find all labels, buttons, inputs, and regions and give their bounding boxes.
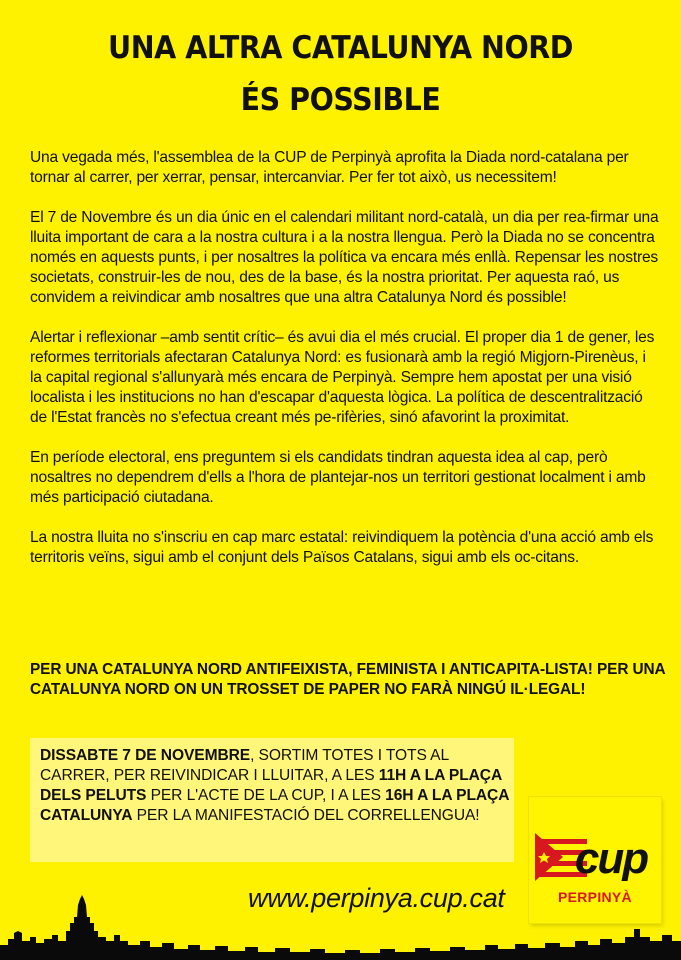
page-title	[27, 22, 654, 126]
event-time-1: 11H A LA PLAÇA DELS PELUTS	[40, 767, 502, 804]
logo-place-name: PERPINYÀ	[558, 889, 632, 905]
event-text-part: PER LA MANIFESTACIÓ DEL CORRELLENGUA!	[132, 807, 480, 824]
event-text	[40, 746, 510, 826]
cup-wordmark: cup	[574, 834, 648, 881]
title-line-2: ÉS POSSIBLE	[240, 82, 441, 118]
paragraph: En període electoral, ens preguntem si els candidats tindran aquesta idea al cap, però nosaltres no dependrem d'ells a l'hora de plantejar-nos un territori gestionat localment i amb més participació ciutadana.	[30, 449, 646, 506]
event-text-part: , SORTIM TOTES I TOTS AL CARRER, PER REIVINDICAR I LLUITAR, A LES	[40, 747, 449, 784]
paragraph: La nostra lluita no s'inscriu en cap marc estatal: reivindiquem la potència d'una acció amb els territoris veïns, sigui amb el conjunt dels Països Catalans, sigui amb els oc-citans.	[30, 529, 654, 566]
paragraph: Alertar i reflexionar –amb sentit crític– és avui dia el més crucial. El proper dia 1 de gener, les reformes territorials afectaran Catalunya Nord: es fusionarà amb la regió Migjorn-Pirenèus, i la capital regional s'allunyarà més encara de Perpinyà. Sempre hem apostat per una visió localista i les institucions no han d'escapar d'aquesta lògica. La política de descentralització de l'Estat francès no s'efectua creant més pe-rifèries, sinó afavorint la proximitat.	[30, 329, 655, 426]
paragraph: El 7 de Novembre és un dia únic en el calendari militant nord-català, un dia per rea-firmar una lluita important de cara a la nostra cultura i a la nostra llengua. Però la Diada no se concentra només en aquests punts, i per nosaltres la política va encara més enllà. Repensar les nostres societats, construir-les de nou, des de la base, és la nostra prioritat. Per aquesta raó, us convidem a reivindicar amb nosaltres que una altra Catalunya Nord és possible!	[30, 209, 659, 306]
paragraph: Una vegada més, l'assemblea de la CUP de Perpinyà aprofita la Diada nord-catalana per tornar al carrer, per xerrar, pensar, intercanviar. Per fer tot això, us necessitem!	[30, 149, 629, 186]
cup-logo	[529, 797, 661, 923]
event-date: DISSABTE 7 DE NOVEMBRE	[40, 747, 251, 764]
website-url: www.perpinya.cup.cat	[248, 883, 505, 913]
cup-logo-mark	[535, 831, 655, 881]
body-text	[30, 148, 660, 588]
event-text-part: PER L'ACTE DE LA CUP, I A LES	[146, 787, 386, 804]
title-line-1: UNA ALTRA CATALUNYA NORD	[108, 30, 573, 66]
slogan: PER UNA CATALUNYA NORD ANTIFEIXISTA, FEMINISTA I ANTICAPITA-LISTA! PER UNA CATALUNYA NORD ON UN TROSSET DE PAPER NO FARÀ NINGÚ IL·LEGAL!	[30, 661, 665, 698]
event-time-2: 16H A LA PLAÇA CATALUNYA	[40, 787, 509, 824]
